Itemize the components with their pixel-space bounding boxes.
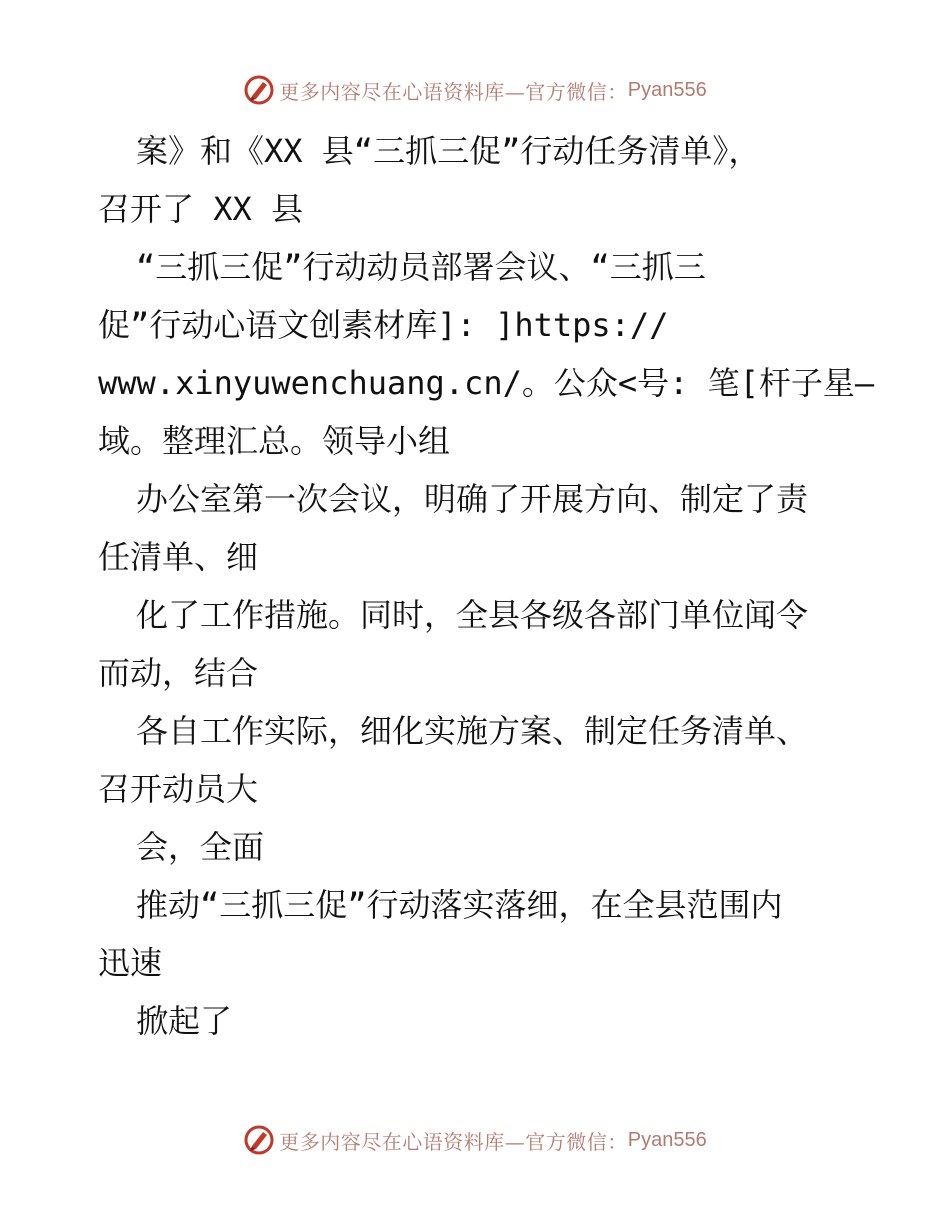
text-line: 迅速 [98, 944, 163, 982]
text-line: 案》和《XX 县“三抓三促”行动任务清单》， [136, 132, 761, 170]
text-line: 召开动员大 [98, 770, 259, 808]
text-line: 域。整理汇总。领导小组 [98, 422, 451, 460]
text-line: 化了工作措施。同时，全县各级各部门单位闻令 [136, 596, 809, 634]
header-banner [0, 70, 950, 110]
text-line: 掀起了 [136, 1002, 233, 1040]
text-line: 任清单、细 [98, 538, 259, 576]
banner-account: Pyan556 [627, 78, 707, 101]
banner-account: Pyan556 [627, 1128, 707, 1151]
pen-logo-icon [243, 74, 275, 106]
pen-logo-icon [243, 1124, 275, 1156]
text-line: 召开了 XX 县 [98, 190, 304, 228]
text-line: 会，全面 [136, 828, 265, 866]
text-line: www.xinyuwenchuang.cn/。公众<号: 笔[杆子星— [98, 364, 875, 402]
text-line: 办公室第一次会议，明确了开展方向、制定了责 [136, 480, 809, 518]
text-line: 促”行动心语文创素材库]: ]https:// [98, 306, 669, 344]
banner-text: 更多内容尽在心语资料库—官方微信： [279, 79, 628, 104]
text-line: 各自工作实际，细化实施方案、制定任务清单、 [136, 712, 809, 750]
text-line: 而动，结合 [98, 654, 259, 692]
text-line: 推动“三抓三促”行动落实落细，在全县范围内 [136, 886, 783, 924]
footer-banner [0, 1120, 950, 1160]
document-body [98, 122, 875, 1050]
banner-text: 更多内容尽在心语资料库—官方微信： [279, 1129, 628, 1154]
text-line: “三抓三促”行动动员部署会议、“三抓三 [136, 248, 706, 286]
